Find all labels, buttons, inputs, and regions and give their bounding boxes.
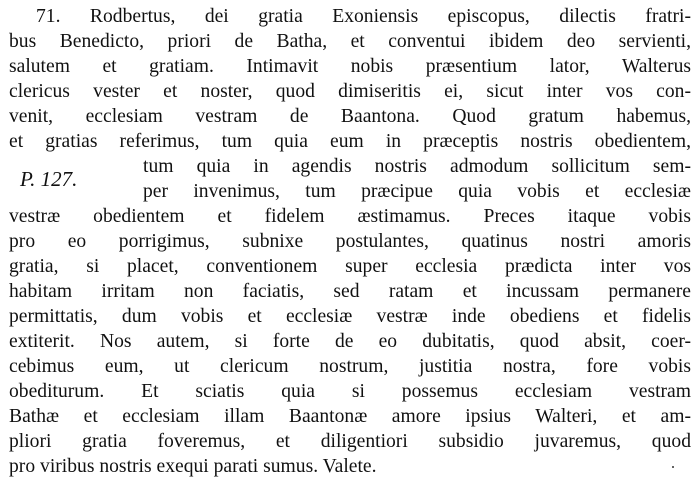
text-line-18: pliori gratia foveremus, et diligentiori subsidio juvaremus, quod (9, 431, 691, 452)
text-line-1: 71. Rodbertus, dei gratia Exoniensis episcopus, dilectis fratri- (36, 6, 691, 27)
text-line-5: venit, ecclesiam vestram de Baantona. Quod gratum habemus, (9, 106, 691, 127)
text-line-8: per invenimus, tum præcipue quia vobis et ecclesiæ (143, 181, 691, 202)
text-line-14: extiterit. Nos autem, si forte de eo dubitatis, quod absit, coer- (9, 331, 691, 352)
text-line-4: clericus vester et noster, quod dimiseritis ei, sicut inter vos con- (9, 81, 691, 102)
stray-dot (672, 466, 674, 468)
text-line-11: gratia, si placet, conventionem super ecclesia prædicta inter vos (9, 256, 691, 277)
text-line-17: Bathæ et ecclesiam illam Baantonæ amore ipsius Walteri, et am- (9, 406, 691, 427)
text-line-16: obediturum. Et sciatis quia si possemus ecclesiam vestram (9, 381, 691, 402)
text-line-3: salutem et gratiam. Intimavit nobis præsentium lator, Walterus (9, 56, 691, 77)
text-line-2: bus Benedicto, priori de Batha, et conventui ibidem deo servienti, (9, 31, 691, 52)
text-line-9: vestræ obedientem et fidelem æstimamus. Preces itaque vobis (9, 206, 691, 227)
text-line-6: et gratias referimus, tum quia eum in præceptis nostris obedientem, (9, 131, 691, 152)
page-reference-note: P. 127. (20, 167, 78, 191)
text-line-10: pro eo porrigimus, subnixe postulantes, quatinus nostri amoris (9, 231, 691, 252)
text-line-19: pro viribus nostris exequi parati sumus. Valete. (9, 456, 377, 477)
text-line-12: habitam irritam non faciatis, sed ratam et incussam permanere (9, 281, 691, 302)
text-line-7: tum quia in agendis nostris admodum sollicitum sem- (143, 156, 691, 177)
text-line-15: cebimus eum, ut clericum nostrum, justitia nostra, fore vobis (9, 356, 691, 377)
text-line-13: permittatis, dum vobis et ecclesiæ vestræ inde obediens et fidelis (9, 306, 691, 327)
